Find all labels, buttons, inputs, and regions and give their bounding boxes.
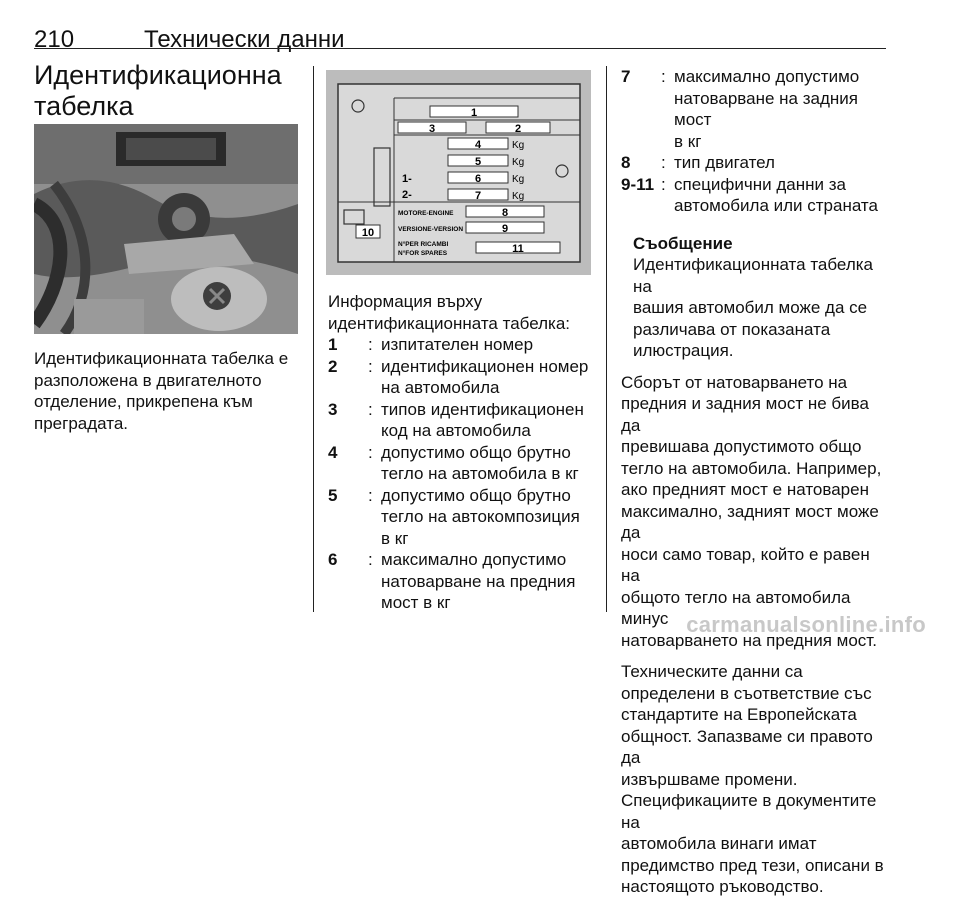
plate-label-spares-2: N°FOR SPARES [398,250,448,257]
section-title: Идентификационна табелка [34,60,282,121]
legend-item: 4 : допустимо общо брутно тегло на автомобила в кг [328,442,579,483]
plate-field-5: 5 [474,156,482,168]
legend-item: 9-11 : специфични данни за автомобила или страната [621,174,878,215]
plate-field-1: 1 [470,107,478,119]
paragraph-technical-data: Техническите данни са определени в съответствие със стандартите на Европейската общност. Запазваме си правото да извършваме промени. Спецификациите в документите на автомобила винаги имат предимство пред тези, описани в настоящото ръководство. [621,662,884,896]
engine-bay-photo [34,124,298,334]
plate-field-7: 7 [474,190,482,202]
legend-list-continued [621,66,889,217]
plate-field-8: 8 [501,207,509,219]
legend-intro: Информация върху идентификационната табелка: [328,292,571,333]
legend-item: 2 : идентификационен номер на автомобила [328,356,589,397]
legend-item: 6 : максимално допустимо натоварване на предния мост в кг [328,550,576,612]
note-title: Съобщение [633,233,733,253]
plate-field-3: 3 [428,123,436,135]
legend-list [328,334,598,614]
plate-unit: Kg [512,191,525,202]
legend-item: 1 : изпитателен номер [328,335,534,354]
legend-item: 5 : допустимо общо брутно тегло на автокомпозиция в кг [328,485,580,548]
plate-unit: Kg [512,157,525,168]
header-rule [34,48,886,49]
plate-label-spares-1: N°PER RICAMBI [398,241,449,248]
plate-field-11: 11 [512,243,524,255]
plate-field-2: 2 [514,123,522,135]
plate-label-engine: MOTORE-ENGINE [398,210,454,217]
note-text: Идентификационната табелка на вашия автомобил може да се различава от показаната илюстрация. [633,255,874,360]
column-divider-1 [313,66,314,612]
identification-plate-diagram [326,70,591,275]
plate-unit: Kg [512,174,525,185]
plate-unit: Kg [512,140,525,151]
column-divider-2 [606,66,607,612]
plate-label-version: VERSIONE-VERSION [398,226,464,233]
plate-field-4: 4 [474,139,482,151]
section-heading [34,60,304,122]
legend-item: 7 : максимално допустимо натоварване на задния мост в кг [621,67,860,151]
chapter-title: Технически данни [144,26,345,53]
legend-column-a [328,291,598,614]
plate-row-prefix-2: 2- [402,189,412,201]
note-box [621,233,889,362]
page-number: 210 [34,26,75,53]
legend-item: 8 : тип двигател [621,153,775,172]
paragraph-axle-load: Сборът от натоварването на предния и задния мост не бива да превишава допустимото общо тегло на автомобила. Например, ако предният мост е натоварен максимално, задният мост може да носи само товар, който е равен на общото тегло на автомобила минус натоварването на предния мост. [621,372,882,650]
legend-column-b [621,66,889,898]
plate-field-10: 10 [361,227,375,239]
watermark: carmanualsonline.info [686,612,926,637]
plate-field-6: 6 [474,173,482,185]
legend-item: 3 : типов идентификационен код на автомобила [328,399,584,440]
plate-field-9: 9 [501,223,509,235]
plate-row-prefix-1: 1- [402,173,412,185]
photo-caption: Идентификационната табелка е разположена в двигателното отделение, прикрепена към преградата. [34,349,289,433]
